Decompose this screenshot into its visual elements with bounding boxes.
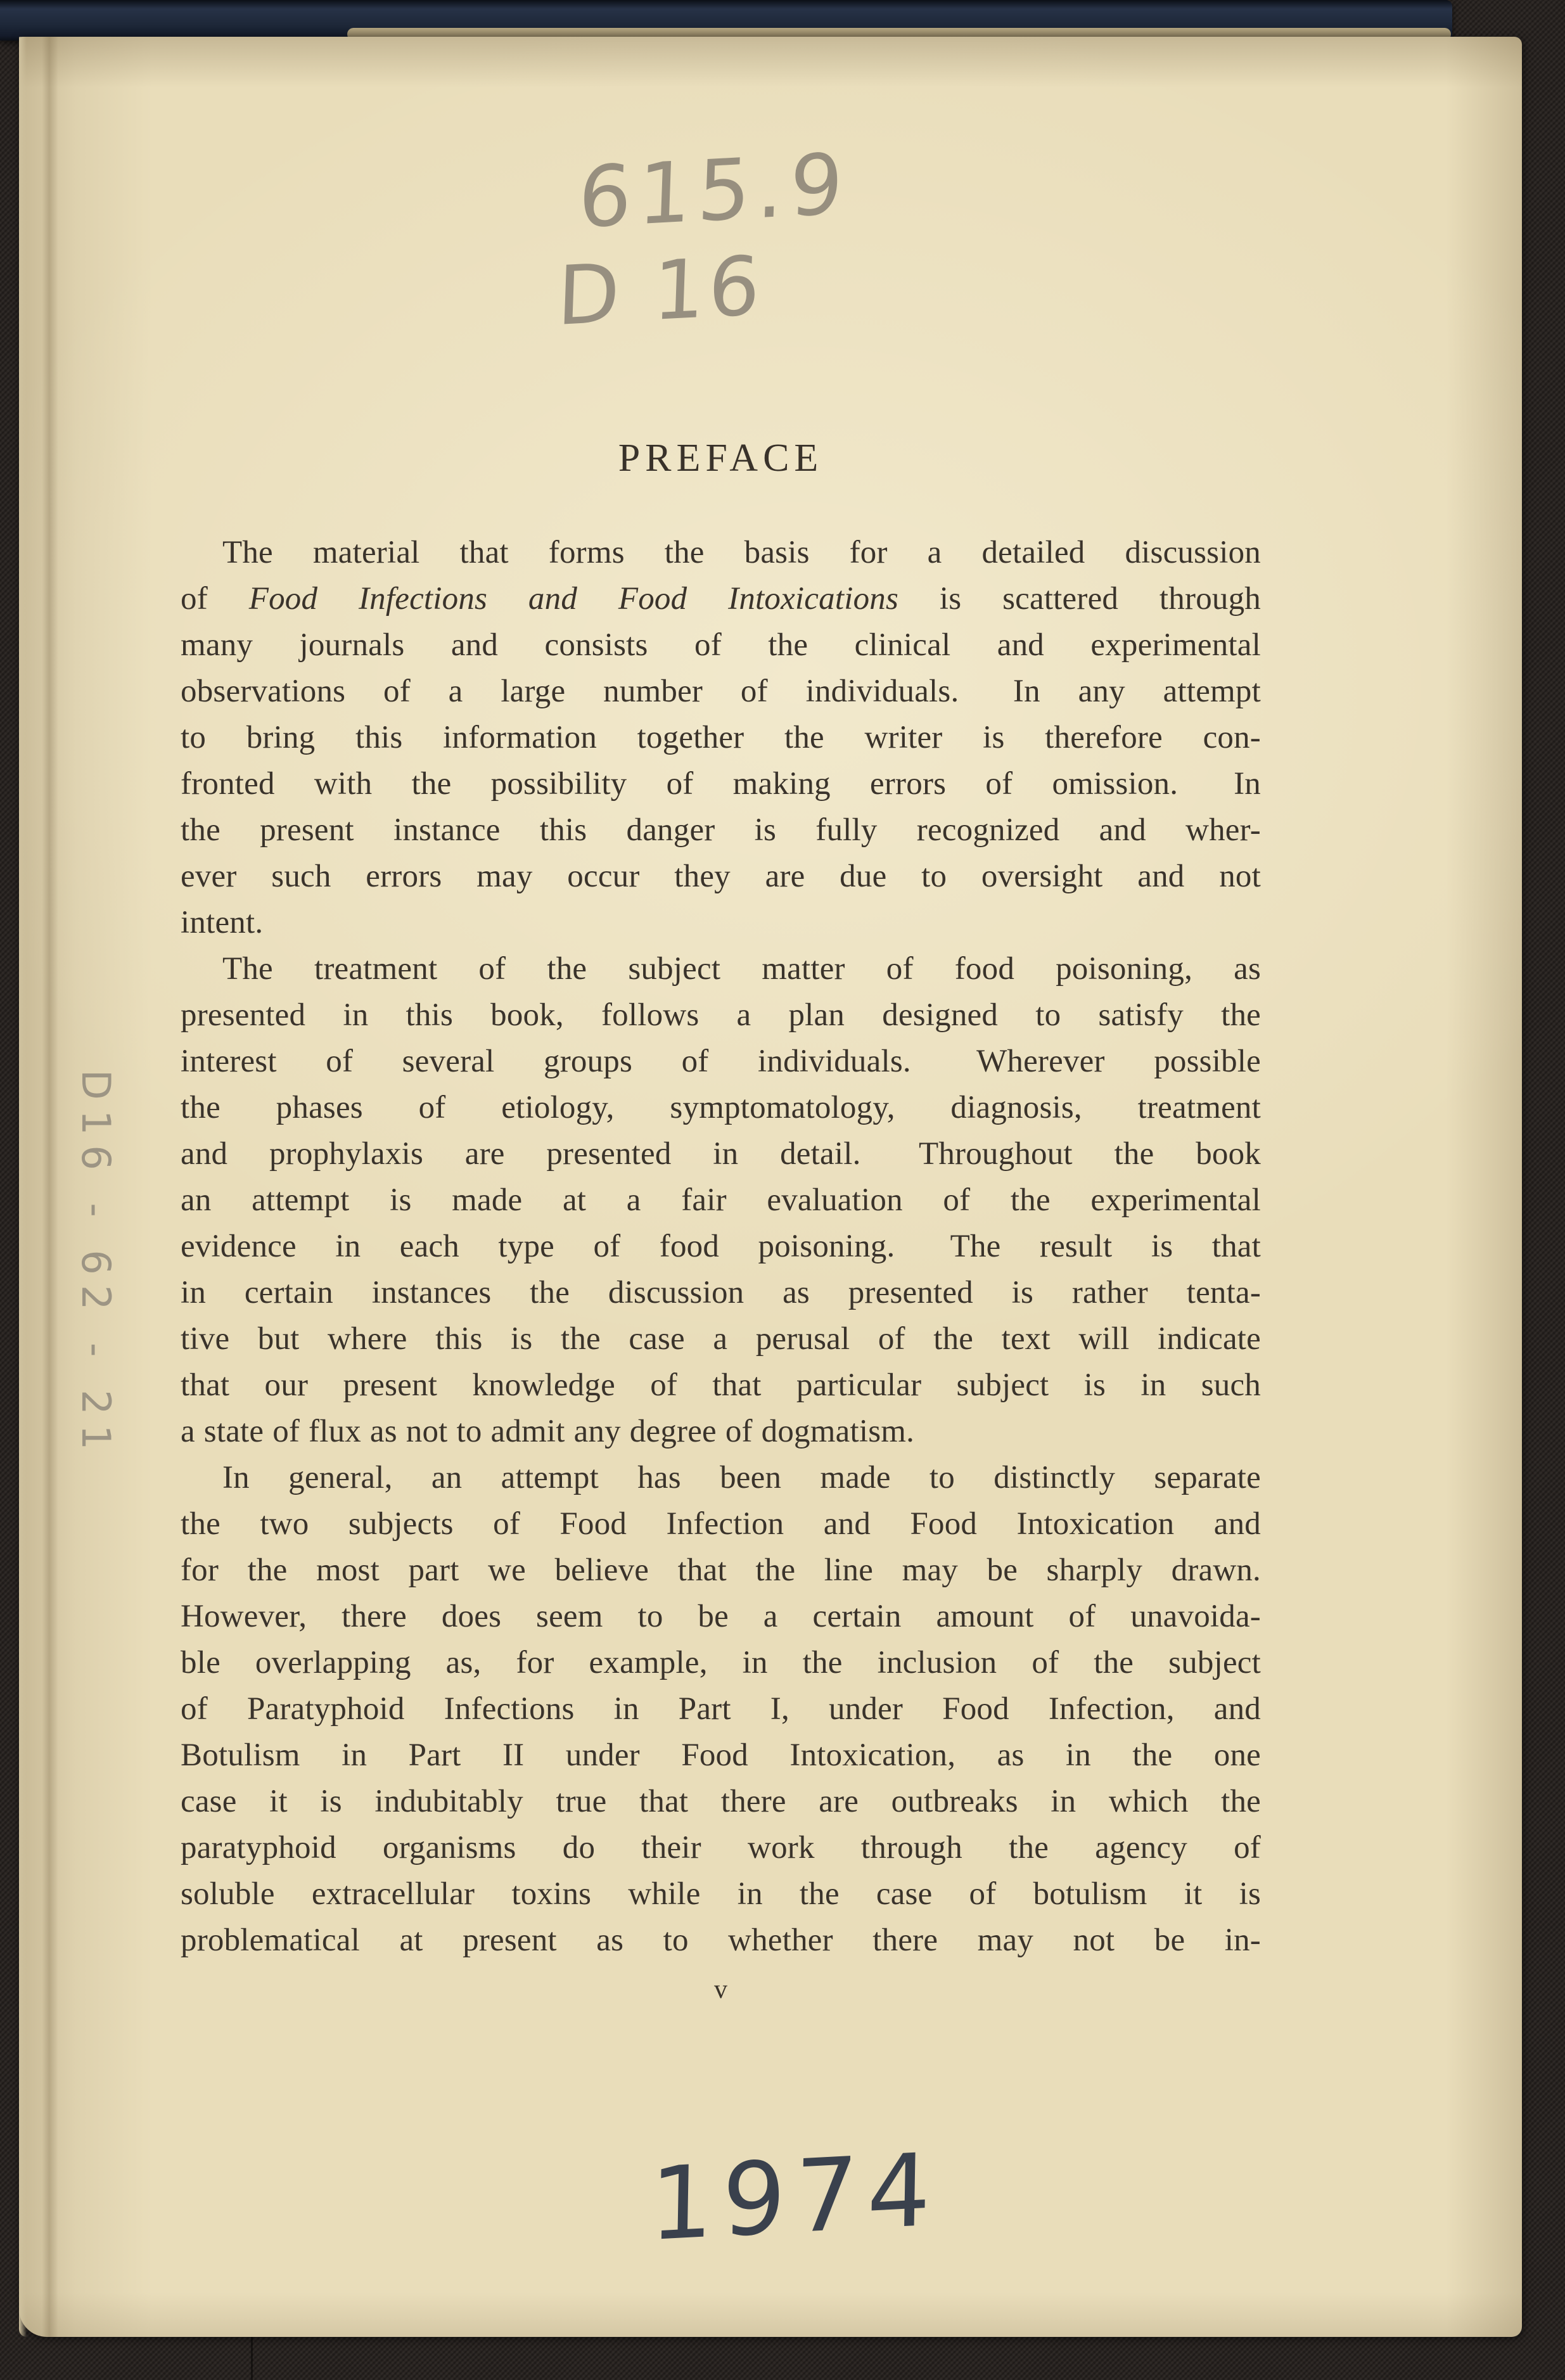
text-line bbox=[181, 1224, 1261, 1270]
preface-text bbox=[181, 530, 1261, 1964]
text-segment: of bbox=[181, 581, 249, 617]
text-segment: Botulism in Part II under Food Intoxication, as in the one bbox=[181, 1737, 1261, 1773]
text-line bbox=[181, 1871, 1261, 1917]
text-line bbox=[181, 1039, 1261, 1085]
text-segment: However, there does seem to be a certain amount of unavoida- bbox=[181, 1599, 1261, 1634]
text-segment: paratyphoid organisms do their work through the agency of bbox=[181, 1830, 1261, 1865]
book-page bbox=[19, 37, 1522, 2337]
text-line bbox=[181, 807, 1261, 854]
text-line bbox=[181, 1177, 1261, 1224]
text-line bbox=[181, 946, 1261, 992]
paragraph bbox=[181, 1455, 1261, 1964]
text-line bbox=[181, 1825, 1261, 1871]
handwritten-year: 1974 bbox=[648, 2131, 941, 2264]
text-segment: problematical at present as to whether there may not be in- bbox=[181, 1923, 1261, 1958]
text-segment: to bring this information together the writer is therefore con- bbox=[181, 720, 1261, 755]
text-segment: for the most part we believe that the line may be sharply drawn. bbox=[181, 1552, 1261, 1588]
text-segment: in certain instances the discussion as presented is rather tenta- bbox=[181, 1275, 1261, 1310]
text-segment: the two subjects of Food Infection and Food Intoxication and bbox=[181, 1506, 1261, 1542]
text-line bbox=[181, 1594, 1261, 1640]
text-segment: intent. bbox=[181, 905, 264, 940]
text-segment: fronted with the possibility of making errors of omission. In bbox=[181, 766, 1261, 802]
text-line bbox=[181, 761, 1261, 807]
text-segment: case it is indubitably true that there are outbreaks in which the bbox=[181, 1784, 1261, 1819]
text-segment: presented in this book, follows a plan designed to satisfy the bbox=[181, 997, 1261, 1033]
text-line bbox=[181, 1917, 1261, 1964]
text-segment: interest of several groups of individuals. Wherever possible bbox=[181, 1044, 1261, 1079]
text-line bbox=[181, 1640, 1261, 1686]
text-line bbox=[181, 900, 1261, 946]
text-line bbox=[181, 1547, 1261, 1594]
cloth-seam bbox=[251, 2337, 253, 2380]
text-line bbox=[181, 1409, 1261, 1455]
text-segment: an attempt is made at a fair evaluation of the experimental bbox=[181, 1182, 1261, 1218]
page-left-edge bbox=[19, 37, 27, 2337]
text-line bbox=[181, 992, 1261, 1039]
book-title-italic: Food Infections and Food Intoxications bbox=[248, 581, 899, 617]
preface-heading: PREFACE bbox=[618, 437, 824, 480]
text-segment: soluble extracellular toxins while in the case of botulism it is bbox=[181, 1876, 1261, 1912]
text-segment: ble overlapping as, for example, in the inclusion of the subject bbox=[181, 1645, 1261, 1680]
text-segment: The treatment of the subject matter of food poisoning, as bbox=[222, 951, 1261, 987]
text-segment: many journals and consists of the clinical and experimental bbox=[181, 627, 1261, 663]
text-segment: that our present knowledge of that particular subject is in such bbox=[181, 1367, 1261, 1403]
text-line bbox=[181, 1732, 1261, 1779]
text-line bbox=[181, 1131, 1261, 1177]
paragraph bbox=[181, 946, 1261, 1455]
text-line bbox=[181, 715, 1261, 761]
text-line bbox=[181, 1316, 1261, 1362]
text-line bbox=[181, 1455, 1261, 1501]
text-segment: is scattered through bbox=[898, 581, 1261, 617]
text-line bbox=[181, 1779, 1261, 1825]
text-segment: a state of flux as not to admit any degree of dogmatism. bbox=[181, 1414, 915, 1449]
text-segment: of Paratyphoid Infections in Part I, under Food Infection, and bbox=[181, 1691, 1261, 1727]
text-segment: tive but where this is the case a perusal of the text will indicate bbox=[181, 1321, 1261, 1357]
text-line bbox=[181, 1270, 1261, 1316]
text-line bbox=[181, 1085, 1261, 1131]
text-segment: The material that forms the basis for a detailed discussion bbox=[222, 535, 1261, 570]
text-segment: In general, an attempt has been made to distinctly separate bbox=[222, 1460, 1261, 1495]
text-segment: and prophylaxis are presented in detail. Throughout the book bbox=[181, 1136, 1261, 1172]
text-segment: the present instance this danger is fully recognized and wher- bbox=[181, 812, 1261, 848]
gutter-crease bbox=[42, 37, 58, 2337]
page-number: v bbox=[714, 1975, 727, 2004]
text-segment: observations of a large number of individuals. In any attempt bbox=[181, 674, 1261, 709]
text-line bbox=[181, 1501, 1261, 1547]
text-line bbox=[181, 530, 1261, 576]
text-segment: the phases of etiology, symptomatology, diagnosis, treatment bbox=[181, 1090, 1261, 1125]
text-line bbox=[181, 854, 1261, 900]
pencil-marginalia-vertical: D16 - 62 - 21 bbox=[73, 1070, 119, 1460]
handwritten-call-number bbox=[556, 135, 851, 345]
text-line bbox=[181, 622, 1261, 669]
text-line bbox=[181, 1686, 1261, 1732]
text-line bbox=[181, 669, 1261, 715]
call-number-class: 615.9 bbox=[577, 135, 851, 248]
call-number-cutter: D 16 bbox=[556, 238, 765, 345]
text-line bbox=[181, 576, 1261, 622]
text-segment: evidence in each type of food poisoning. The result is that bbox=[181, 1229, 1261, 1264]
text-line bbox=[181, 1362, 1261, 1409]
paragraph bbox=[181, 530, 1261, 946]
text-segment: ever such errors may occur they are due to oversight and not bbox=[181, 859, 1261, 894]
